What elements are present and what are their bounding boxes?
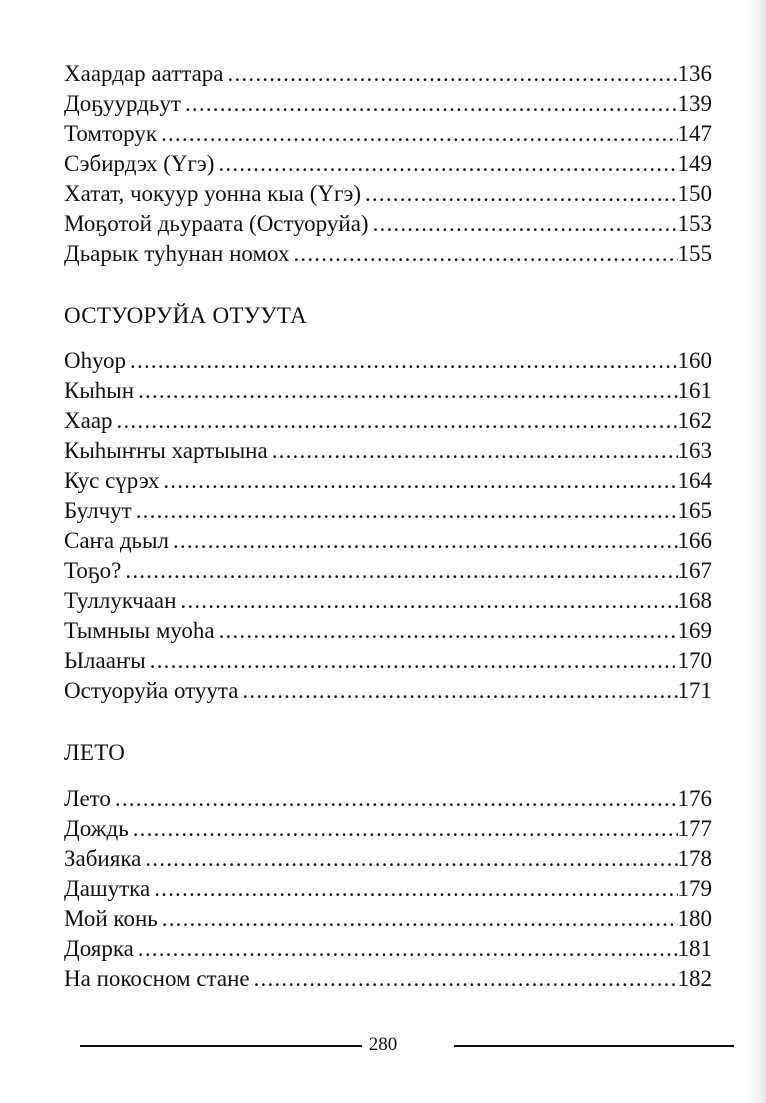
dot-leader xyxy=(238,676,677,706)
toc-entry-page: 153 xyxy=(677,211,712,236)
toc-entry-title: Моҕотой дьурaата (Остуоруйа) xyxy=(64,211,369,236)
toc-entry xyxy=(64,844,712,874)
toc-entry-page: 162 xyxy=(677,408,712,433)
toc-entry xyxy=(64,676,712,706)
toc-entry xyxy=(64,149,712,179)
dot-leader xyxy=(289,239,677,269)
toc-entry-title: Булчут xyxy=(64,498,132,523)
toc-entry xyxy=(64,466,712,496)
toc-entry-page: 181 xyxy=(677,936,712,961)
toc-entry-page: 171 xyxy=(677,678,712,703)
toc-entry xyxy=(64,436,712,466)
dot-leader xyxy=(121,556,677,586)
toc-entry xyxy=(64,556,712,586)
toc-entry-title: Доярка xyxy=(64,936,134,961)
toc-entry-page: 178 xyxy=(677,846,712,871)
toc-entry-page: 179 xyxy=(677,876,712,901)
toc-entry-title: Дашутка xyxy=(64,876,151,901)
dot-leader xyxy=(181,89,678,119)
toc-entry xyxy=(64,964,712,994)
toc-entry-page: 165 xyxy=(677,498,712,523)
section-heading: ОСТУОРУЙА ОТУУТА xyxy=(64,303,308,328)
dot-leader xyxy=(113,406,678,436)
dot-leader xyxy=(111,784,678,814)
toc-entry-title: Сэбирдэх (Үгэ) xyxy=(64,151,215,176)
toc-entry-page: 149 xyxy=(677,151,712,176)
toc-entry xyxy=(64,616,712,646)
toc-entry xyxy=(64,119,712,149)
dot-leader xyxy=(361,179,678,209)
toc-entry-page: 150 xyxy=(677,181,712,206)
toc-entry xyxy=(64,814,712,844)
toc-entry-page: 163 xyxy=(677,438,712,463)
toc-entry-title: Мой конь xyxy=(64,906,158,931)
toc-entry-title: Хаардар ааттара xyxy=(64,61,224,86)
section-heading: ЛЕТО xyxy=(64,740,126,765)
toc-entry-page: 147 xyxy=(677,121,712,146)
toc-entry-title: Дождь xyxy=(64,816,129,841)
dot-leader xyxy=(150,874,677,904)
page-edge-shadow xyxy=(744,0,766,1103)
dot-leader xyxy=(146,646,678,676)
dot-leader xyxy=(132,496,678,526)
toc-entry-title: Доҕуурдьут xyxy=(64,91,181,116)
toc-entry xyxy=(64,904,712,934)
dot-leader xyxy=(268,436,678,466)
toc-entry-title: Тымныы муоһа xyxy=(64,618,215,643)
toc-entry-title: Лето xyxy=(64,786,111,811)
toc-entry-title: Забияка xyxy=(64,846,142,871)
toc-entry-page: 169 xyxy=(677,618,712,643)
toc-entry xyxy=(64,784,712,814)
toc-entry-title: Саҥа дьыл xyxy=(64,528,169,553)
page-number: 280 xyxy=(368,1034,398,1055)
toc-entry xyxy=(64,376,712,406)
toc-section-1 xyxy=(64,59,712,269)
toc-entry-page: 170 xyxy=(677,648,712,673)
dot-leader xyxy=(176,586,677,616)
dot-leader xyxy=(134,376,677,406)
toc-entry-title: Хатат, чокуур уонна кыа (Үгэ) xyxy=(64,181,361,206)
dot-leader xyxy=(159,466,677,496)
toc-entry-page: 166 xyxy=(677,528,712,553)
dot-leader xyxy=(224,59,678,89)
toc-entry-page: 164 xyxy=(677,468,712,493)
toc-entry-title: Кыһын xyxy=(64,378,135,403)
dot-leader xyxy=(158,904,678,934)
toc-entry xyxy=(64,526,712,556)
dot-leader xyxy=(250,964,678,994)
toc-section-3 xyxy=(64,784,712,994)
toc-entry xyxy=(64,874,712,904)
toc-entry-title: Туллукчаан xyxy=(64,588,177,613)
dot-leader xyxy=(141,844,677,874)
toc-entry xyxy=(64,209,712,239)
dot-leader xyxy=(134,934,678,964)
toc-entry-page: 176 xyxy=(677,786,712,811)
dot-leader xyxy=(169,526,678,556)
toc-entry xyxy=(64,646,712,676)
toc-entry-title: Кыһыҥҥы хартыына xyxy=(64,438,268,463)
dot-leader xyxy=(157,119,677,149)
toc-entry-page: 167 xyxy=(677,558,712,583)
footer-rule-right xyxy=(454,1045,734,1047)
toc-entry-page: 177 xyxy=(677,816,712,841)
toc-entry-title: Кус сүрэх xyxy=(64,468,160,493)
toc-entry-title: Хаар xyxy=(64,408,113,433)
toc-entry-title: Ылааҥы xyxy=(64,648,146,673)
toc-entry-page: 182 xyxy=(677,966,712,991)
toc-entry-page: 160 xyxy=(677,348,712,373)
dot-leader xyxy=(215,616,678,646)
toc-section-2 xyxy=(64,346,712,706)
toc-entry xyxy=(64,406,712,436)
toc-entry xyxy=(64,496,712,526)
toc-entry-page: 180 xyxy=(677,906,712,931)
toc-entry xyxy=(64,179,712,209)
toc-entry xyxy=(64,934,712,964)
dot-leader xyxy=(369,209,678,239)
dot-leader xyxy=(129,814,678,844)
toc-entry-page: 161 xyxy=(677,378,712,403)
toc-entry-title: Остуоруйа отуута xyxy=(64,678,239,703)
toc-entry xyxy=(64,59,712,89)
toc-entry xyxy=(64,89,712,119)
toc-entry xyxy=(64,586,712,616)
toc-entry-title: Томторук xyxy=(64,121,158,146)
toc-entry xyxy=(64,239,712,269)
toc-entry-page: 168 xyxy=(677,588,712,613)
dot-leader xyxy=(126,346,677,376)
toc-entry-page: 139 xyxy=(677,91,712,116)
toc-entry-page: 136 xyxy=(677,61,712,86)
toc-entry xyxy=(64,346,712,376)
toc-entry-title: На покосном стане xyxy=(64,966,250,991)
toc-entry-title: Оһуор xyxy=(64,348,127,373)
toc-entry-title: Дьарык туһунан номох xyxy=(64,241,290,266)
toc-entry-page: 155 xyxy=(677,241,712,266)
dot-leader xyxy=(214,149,677,179)
toc-entry-title: Тоҕо? xyxy=(64,558,122,583)
